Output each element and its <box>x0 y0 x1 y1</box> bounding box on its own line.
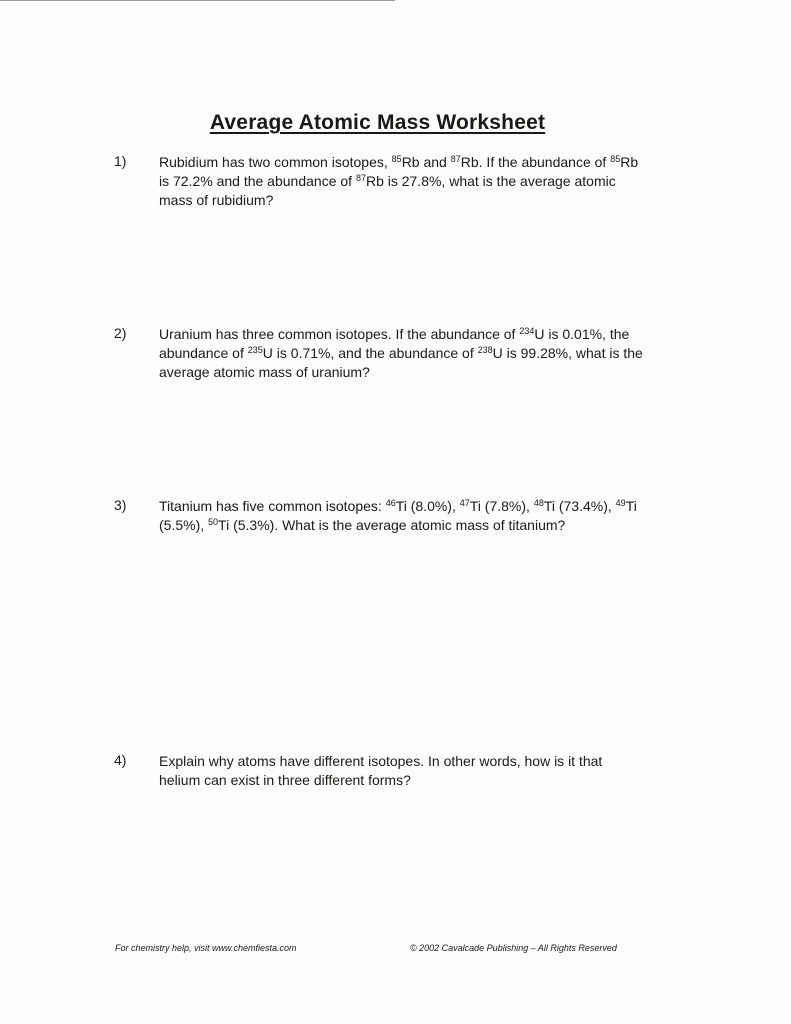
page-title: Average Atomic Mass Worksheet <box>209 111 546 134</box>
footer-copyright: © 2002 Cavalcade Publishing – All Rights Reserved <box>410 943 617 953</box>
question-1-number: 1) <box>114 153 127 169</box>
question-1-text: Rubidium has two common isotopes, $^{85}$Rb and $^{87}$Rb. If the abundance of $^{85}$Rb is 72.2% and the abundance of $^{87}$Rb is 27.8%, what is the average atomic mass of rubidium? <box>159 154 639 208</box>
question-4-text: Explain why atoms have different isotopes. In other words, how is it that helium can exist in three different forms? <box>159 753 603 788</box>
scan-edge-line <box>0 0 395 1</box>
question-4-number: 4) <box>114 752 127 768</box>
question-2-text: Uranium has three common isotopes. If the abundance of $^{234}$U is 0.01%, the abundance of $^{235}$U is 0.71%, and the abundance of $^{238}$U is 99.28%, what is the average atomic mass of uranium? <box>159 326 643 380</box>
question-3-text: Titanium has five common isotopes: $^{46}$Ti (8.0%), $^{47}$Ti (7.8%), $^{48}$Ti (73.4%), $^{49}$Ti (5.5%), $^{50}$Ti (5.3%). What is the average atomic mass of titanium? <box>159 498 637 533</box>
question-2-number: 2) <box>114 325 127 341</box>
footer-website-note: For chemistry help, visit www.chemfiesta.com <box>115 943 297 953</box>
question-3-number: 3) <box>114 497 127 513</box>
